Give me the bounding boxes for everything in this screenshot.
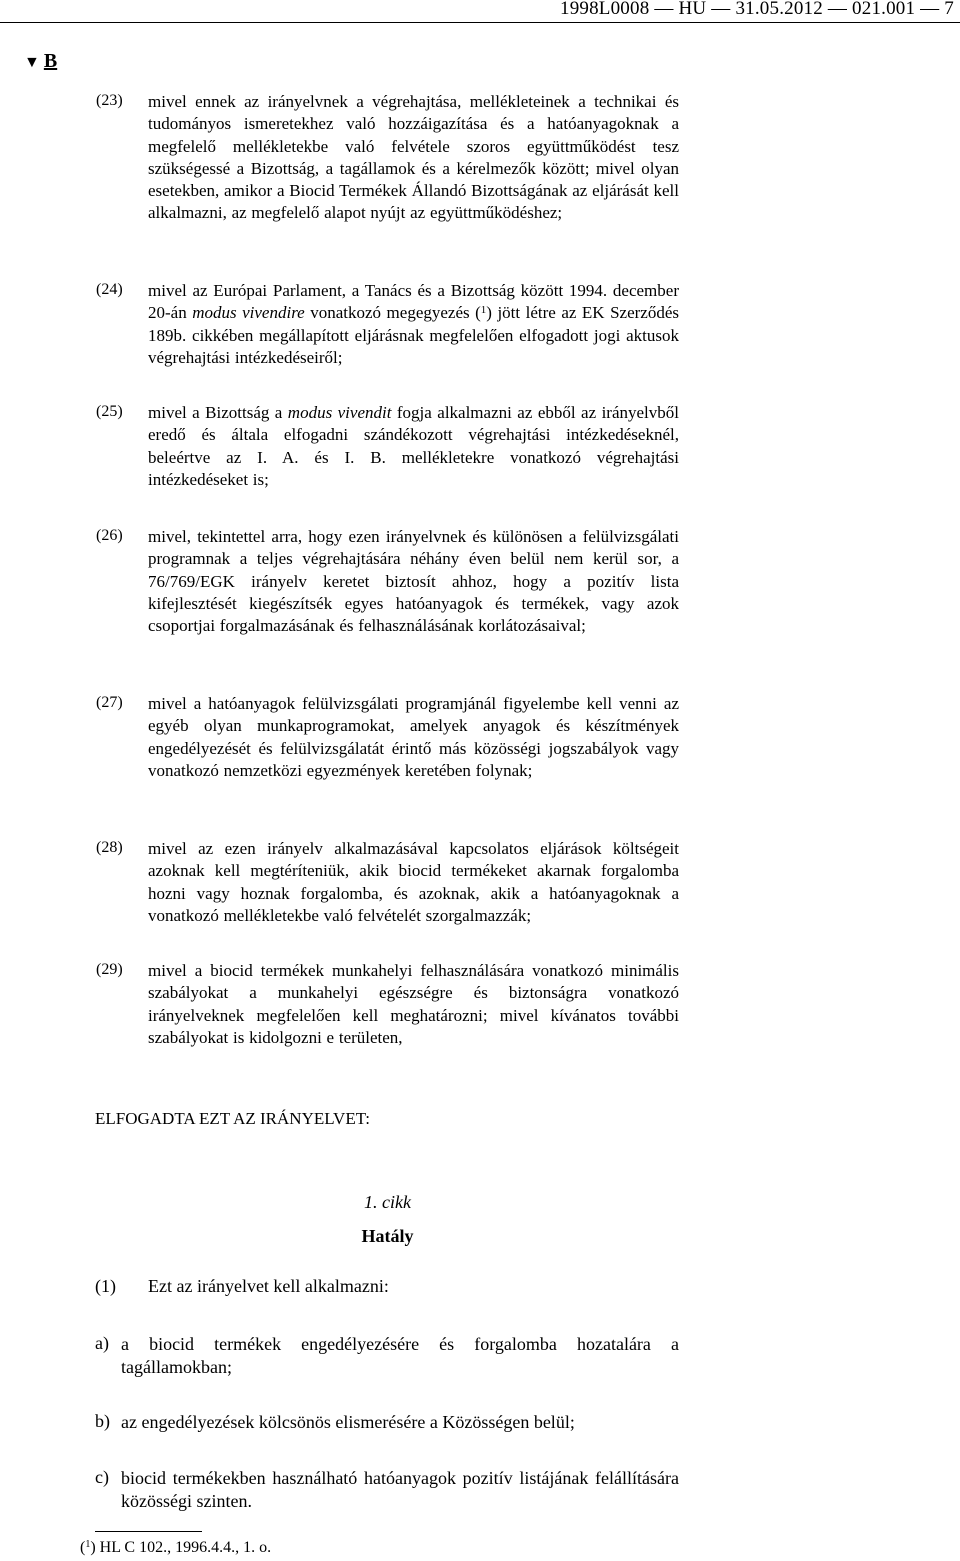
recital-text: mivel az ezen irányelv alkalmazásával kapcsolatos eljárások költségeit azoknak kell megtéríteniük, akik biocid termékeket akarnak forgalomba hozni vagy hoznak forgalomba, és azoknak, akik a hatóanyagoknak a vonatkozó mellékletekbe való felvételét szorgalmazzák; bbox=[148, 839, 679, 925]
footnote: ($^1$) HL C 102., 1996.4.4., 1. o. bbox=[80, 1539, 272, 1556]
paragraph-number: (1) bbox=[95, 1276, 116, 1296]
article-number: 1. cikk bbox=[364, 1192, 411, 1212]
footnote-reference[interactable]: 1 bbox=[480, 304, 487, 317]
recital-number: (29) bbox=[96, 961, 123, 978]
recital-text: mivel ennek az irányelvnek a végrehajtása, mellékleteinek a technikai és tudományos ismeretekhez való hozzáigazítása és a hatóanyagoknak a megfelelő mellékletekbe való felvétele szoros együttműködést tesz szükségessé a Bizottság, a tagállamok és a kérelmezők között; mivel olyan esetekben, amikor a Biocid Termékek Állandó Bizottságának az eljárását kell alkalmazni, az megfelelő alapot nyújt az együttműködéshez; bbox=[148, 92, 679, 223]
list-item-label: a) bbox=[95, 1333, 109, 1353]
recital-number: (23) bbox=[96, 92, 123, 109]
recital-number: (24) bbox=[96, 281, 123, 298]
recital-number: (27) bbox=[96, 694, 123, 711]
footnote-separator bbox=[95, 1531, 202, 1532]
list-item-label: c) bbox=[95, 1467, 109, 1487]
recital-text: mivel, tekintettel arra, hogy ezen irányelvnek és különösen a felülvizsgálati programnak a teljes végrehajtására néhány éven belül nem kerül sor, a 76/769/EGK irányelv keretet biztosít ahhoz, hogy a pozitív lista kifejlesztését kiegészítsék egyes hatóanyagok és termékek, vagy azok csoportjai forgalmazásának és felhasználásának korlátozásaival; bbox=[148, 527, 679, 636]
triangle-down-icon: ▼ bbox=[24, 54, 40, 71]
amendment-marker-letter: B bbox=[43, 50, 58, 72]
paragraph-text: Ezt az irányelvet kell alkalmazni: bbox=[148, 1276, 389, 1296]
italic-term: modus vivendit bbox=[287, 403, 392, 422]
running-header bbox=[0, 0, 960, 23]
recital-text: mivel az Európai Parlament, a Tanács és a Bizottság között 1994. december 20-án modus vivendire vonatkozó megegyezés ($^1$) jött létre az EK Szerződés 189b. cikkében megállapított eljárásnak megfelelően elfogadott jogi aktusok végrehajtási intézkedéseiről; bbox=[148, 281, 679, 367]
list-item-text: biocid termékekben használható hatóanyagok pozitív listájának felállítására közösségi szinten. bbox=[121, 1468, 679, 1511]
list-item-label: b) bbox=[95, 1411, 110, 1431]
adoption-formula: ELFOGADTA EZT AZ IRÁNYELVET: bbox=[95, 1109, 370, 1128]
amendment-marker bbox=[24, 50, 57, 73]
recital-text: mivel a biocid termékek munkahelyi felhasználására vonatkozó minimális szabályokat a munkahelyi egészségre és biztonságra vonatkozó irányelveknek megfelelően kell meghatározni; mivel kívánatos további szabályokat is kidolgozni e területen, bbox=[148, 961, 679, 1047]
italic-term: modus vivendire bbox=[192, 303, 305, 323]
recital-text: mivel a hatóanyagok felülvizsgálati programjánál figyelembe kell venni az egyéb olyan munkaprogramokat, amelyek anyagok és készítmények engedélyezését és felülvizsgálatát érintő más közösségi jogszabályok vagy vonatkozó nemzetközi egyezmények keretében folynak; bbox=[148, 694, 679, 780]
recital-number: (28) bbox=[96, 839, 123, 856]
article-title: Hatály bbox=[361, 1226, 414, 1246]
footnote-text: HL C 102., 1996.4.4., 1. o. bbox=[99, 1539, 272, 1556]
recital-number: (26) bbox=[96, 527, 123, 544]
recital-number: (25) bbox=[96, 403, 123, 420]
list-item-text: a biocid termékek engedélyezésére és forgalomba hozatalára a tagállamokban; bbox=[121, 1334, 679, 1377]
list-item-text: az engedélyezések kölcsönös elismerésére a Közösségen belül; bbox=[121, 1412, 575, 1432]
recital-text: mivel a Bizottság a modus vivendit fogja alkalmazni az ebből az irányelvből eredő és általa elfogadni szándékozott végrehajtási intézkedéseknél, beleértve az I. A. és I. B. mellékletekre vonatkozó végrehajtási intézkedéseket is; bbox=[148, 403, 679, 489]
footnote-mark: 1 bbox=[85, 1539, 91, 1550]
running-head-text: 1998L0008 — HU — 31.05.2012 — 021.001 — 7 bbox=[560, 0, 954, 19]
